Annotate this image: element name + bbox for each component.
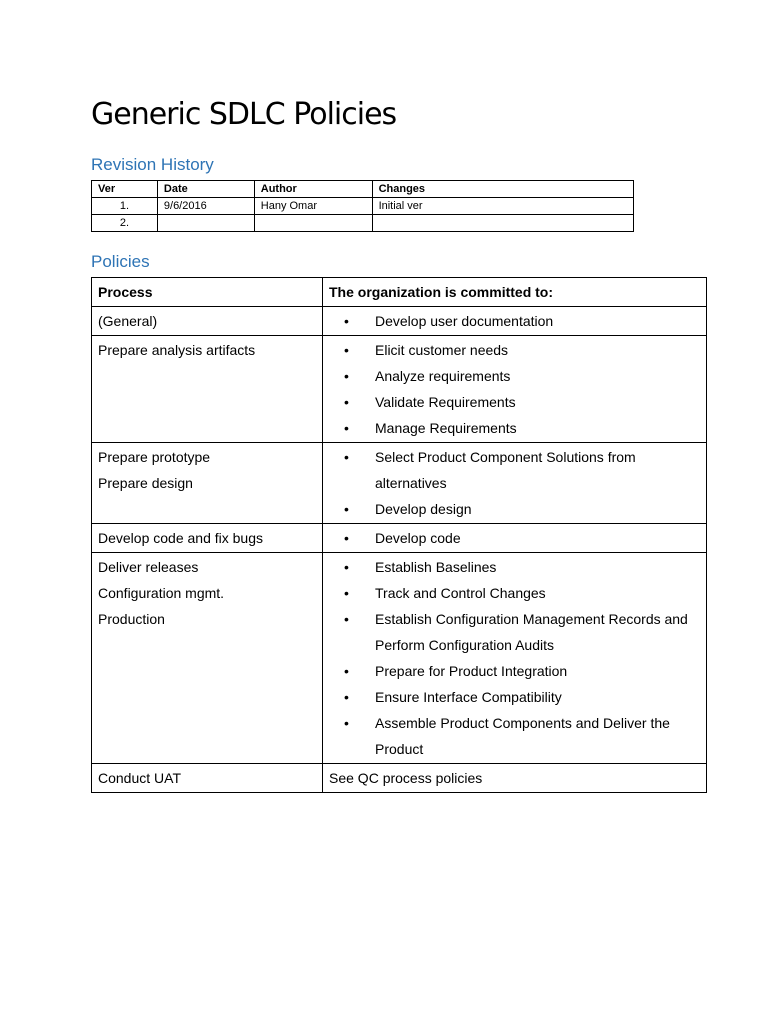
policy-row [92,524,707,553]
commitment-item: • Develop user documentation [329,308,700,334]
commitment-item: • Develop code [329,525,700,551]
revision-col-date: Date [157,181,254,198]
commitment-item: • Establish Baselines [329,554,700,580]
revision-col-author: Author [254,181,372,198]
commitment-item: • Analyze requirements [329,363,700,389]
policy-process [92,307,323,336]
process-line: Prepare design [98,475,193,491]
policy-commitments [323,307,707,336]
policy-row [92,764,707,793]
commitment-list [329,554,700,762]
revision-date [157,215,254,232]
commitment-list [329,337,700,441]
process-line: Prepare prototype [98,449,211,465]
revision-col-ver: Ver [92,181,158,198]
policy-row [92,336,707,443]
process-line: Production [98,611,165,627]
policy-process [92,524,323,553]
policy-row [92,443,707,524]
commitment-item: • Assemble Product Components and Deliver the Product [329,710,700,762]
commitment-item: • Establish Configuration Management Records and Perform Configuration Audits [329,606,700,658]
policies-col-commitments: The organization is committed to: [323,278,707,307]
revision-author: Hany Omar [254,198,372,215]
policy-process [92,443,323,524]
process-line: Deliver releases [98,559,199,575]
document-title: Generic SDLC Policies [91,97,397,132]
policy-process [92,553,323,764]
policies-col-process: Process [92,278,323,307]
revision-ver: 2. [92,215,158,232]
policies-heading: Policies [91,252,150,271]
policy-process [92,764,323,793]
policy-row [92,553,707,764]
commitment-item: • Develop design [329,496,700,522]
policies-table [91,277,707,793]
policy-commitments [323,336,707,443]
policy-process [92,336,323,443]
policy-commitments [323,443,707,524]
revision-header-row [92,181,634,198]
revision-row [92,215,634,232]
commitment-item: • Ensure Interface Compatibility [329,684,700,710]
commitment-list [329,525,700,551]
commitment-list [329,444,700,522]
revision-col-changes: Changes [372,181,633,198]
revision-history-heading: Revision History [91,155,214,174]
policy-row [92,307,707,336]
revision-changes: Initial ver [372,198,633,215]
revision-row [92,198,634,215]
commitment-item: • Manage Requirements [329,415,700,441]
process-line: (General) [98,313,158,329]
process-line: Conduct UAT [98,770,181,786]
revision-changes [372,215,633,232]
policies-header-row [92,278,707,307]
commitment-item: • Validate Requirements [329,389,700,415]
policy-commitments [323,524,707,553]
commitment-item: • Select Product Component Solutions from alternatives [329,444,700,496]
commitment-item: • Track and Control Changes [329,580,700,606]
commitment-item: • Prepare for Product Integration [329,658,700,684]
revision-history-table [91,180,634,232]
process-line: Prepare analysis artifacts [98,342,256,358]
revision-ver: 1. [92,198,158,215]
policy-commitments [323,553,707,764]
process-line: Develop code and fix bugs [98,530,263,546]
revision-date: 9/6/2016 [157,198,254,215]
process-line: Configuration mgmt. [98,585,225,601]
commitment-item: • Elicit customer needs [329,337,700,363]
commitment-list [329,308,700,334]
policy-note: See QC process policies [323,764,707,793]
revision-author [254,215,372,232]
